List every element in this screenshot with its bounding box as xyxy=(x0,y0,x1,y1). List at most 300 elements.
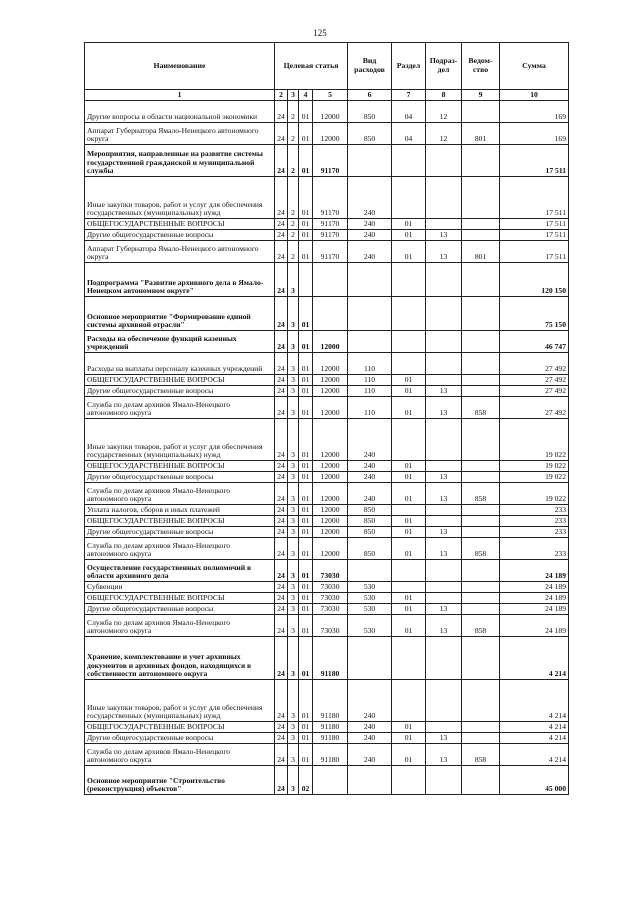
cell-amount: 45 000 xyxy=(500,766,569,795)
cell-main-event: 01 xyxy=(299,331,313,353)
cell-kind-of-expenses: 240 xyxy=(348,744,392,766)
cell-subprogram: 3 xyxy=(288,472,299,483)
cell-subprogram: 3 xyxy=(288,744,299,766)
cell-name: Служба по делам архивов Ямало-Ненецкого автономного округа xyxy=(85,744,275,766)
cell-department: 858 xyxy=(462,615,500,637)
cell-subsection: 13 xyxy=(426,538,462,560)
cell-subsection: 13 xyxy=(426,386,462,397)
cell-program: 24 xyxy=(275,101,288,123)
cell-program: 24 xyxy=(275,461,288,472)
cell-department xyxy=(462,297,500,331)
cell-amount: 27 492 xyxy=(500,353,569,375)
cell-section: 01 xyxy=(392,375,426,386)
cell-kind-of-expenses: 240 xyxy=(348,733,392,744)
cell-main-event: 02 xyxy=(299,766,313,795)
cell-section: 01 xyxy=(392,219,426,230)
cell-section: 01 xyxy=(392,722,426,733)
cell-kind-of-expenses: 240 xyxy=(348,177,392,219)
table-row xyxy=(85,230,569,241)
cell-subprogram: 2 xyxy=(288,230,299,241)
cell-direction: 12000 xyxy=(313,101,348,123)
cell-kind-of-expenses: 530 xyxy=(348,615,392,637)
cell-subsection xyxy=(426,516,462,527)
cell-direction: 91180 xyxy=(313,680,348,722)
cell-section xyxy=(392,263,426,297)
cell-name: Хранение, комплектование и учет архивных документов и архивных фондов, находящихся в собственности автономного округа xyxy=(85,637,275,680)
table-row xyxy=(85,733,569,744)
cell-kind-of-expenses: 850 xyxy=(348,101,392,123)
table-row xyxy=(85,219,569,230)
cell-direction: 12000 xyxy=(313,516,348,527)
cell-kind-of-expenses xyxy=(348,560,392,582)
cell-main-event: 01 xyxy=(299,219,313,230)
column-number: 9 xyxy=(462,90,500,101)
cell-program: 24 xyxy=(275,483,288,505)
cell-subprogram: 3 xyxy=(288,593,299,604)
cell-subprogram: 3 xyxy=(288,297,299,331)
cell-main-event: 01 xyxy=(299,680,313,722)
cell-program: 24 xyxy=(275,219,288,230)
cell-program: 24 xyxy=(275,637,288,680)
cell-amount: 27 492 xyxy=(500,386,569,397)
cell-section: 01 xyxy=(392,538,426,560)
cell-kind-of-expenses: 530 xyxy=(348,593,392,604)
cell-main-event: 01 xyxy=(299,297,313,331)
cell-department xyxy=(462,472,500,483)
cell-main-event: 01 xyxy=(299,593,313,604)
cell-amount: 4 214 xyxy=(500,733,569,744)
cell-department: 858 xyxy=(462,397,500,419)
table-row xyxy=(85,483,569,505)
cell-name: ОБЩЕГОСУДАРСТВЕННЫЕ ВОПРОСЫ xyxy=(85,219,275,230)
table-row xyxy=(85,353,569,375)
cell-section: 01 xyxy=(392,386,426,397)
cell-direction: 91170 xyxy=(313,177,348,219)
cell-main-event: 01 xyxy=(299,101,313,123)
cell-subsection xyxy=(426,419,462,461)
cell-name: Уплата налогов, сборов и иных платежей xyxy=(85,505,275,516)
table-row xyxy=(85,680,569,722)
header-subsection: Подраз-дел xyxy=(426,43,462,90)
cell-name: Служба по делам архивов Ямало-Ненецкого автономного округа xyxy=(85,397,275,419)
table-row xyxy=(85,461,569,472)
cell-subprogram: 3 xyxy=(288,527,299,538)
cell-subprogram: 3 xyxy=(288,615,299,637)
cell-department xyxy=(462,353,500,375)
table-row xyxy=(85,582,569,593)
cell-name: Другие общегосударственные вопросы xyxy=(85,733,275,744)
cell-department xyxy=(462,505,500,516)
cell-subsection: 13 xyxy=(426,733,462,744)
cell-department xyxy=(462,722,500,733)
cell-subsection xyxy=(426,331,462,353)
cell-name: Другие общегосударственные вопросы xyxy=(85,230,275,241)
cell-subsection xyxy=(426,461,462,472)
table-row xyxy=(85,527,569,538)
column-number: 10 xyxy=(500,90,569,101)
cell-name: Подпрограмма "Развитие архивного дела в Ямало-Ненецком автономном округе" xyxy=(85,263,275,297)
cell-section: 01 xyxy=(392,593,426,604)
cell-main-event: 01 xyxy=(299,241,313,263)
header-section: Раздел xyxy=(392,43,426,90)
cell-section: 04 xyxy=(392,123,426,145)
cell-department xyxy=(462,560,500,582)
cell-main-event: 01 xyxy=(299,527,313,538)
column-number: 6 xyxy=(348,90,392,101)
table-row xyxy=(85,177,569,219)
cell-section xyxy=(392,766,426,795)
cell-subprogram: 2 xyxy=(288,219,299,230)
cell-kind-of-expenses xyxy=(348,331,392,353)
cell-amount: 4 214 xyxy=(500,680,569,722)
cell-main-event xyxy=(299,263,313,297)
cell-subsection: 13 xyxy=(426,472,462,483)
table-header-row xyxy=(85,43,569,90)
cell-subprogram: 2 xyxy=(288,177,299,219)
cell-subprogram: 3 xyxy=(288,722,299,733)
cell-program: 24 xyxy=(275,527,288,538)
cell-amount: 24 189 xyxy=(500,560,569,582)
cell-program: 24 xyxy=(275,419,288,461)
cell-name: ОБЩЕГОСУДАРСТВЕННЫЕ ВОПРОСЫ xyxy=(85,516,275,527)
cell-main-event: 01 xyxy=(299,538,313,560)
cell-amount: 46 747 xyxy=(500,331,569,353)
cell-kind-of-expenses: 850 xyxy=(348,538,392,560)
table-row xyxy=(85,615,569,637)
cell-department xyxy=(462,219,500,230)
cell-subsection: 13 xyxy=(426,604,462,615)
cell-section: 01 xyxy=(392,744,426,766)
cell-direction: 91180 xyxy=(313,722,348,733)
column-number: 8 xyxy=(426,90,462,101)
cell-direction xyxy=(313,297,348,331)
cell-direction: 91170 xyxy=(313,219,348,230)
cell-section: 01 xyxy=(392,397,426,419)
cell-subsection xyxy=(426,263,462,297)
table-row xyxy=(85,560,569,582)
cell-amount: 19 022 xyxy=(500,472,569,483)
cell-name: Основное мероприятие "Строительство (реконструкция) объектов" xyxy=(85,766,275,795)
cell-direction: 91170 xyxy=(313,145,348,177)
table-row xyxy=(85,241,569,263)
cell-name: Служба по делам архивов Ямало-Ненецкого автономного округа xyxy=(85,615,275,637)
column-number: 3 xyxy=(288,90,299,101)
cell-amount: 19 022 xyxy=(500,461,569,472)
cell-direction xyxy=(313,766,348,795)
cell-department xyxy=(462,516,500,527)
cell-department xyxy=(462,331,500,353)
budget-table xyxy=(84,42,569,795)
cell-department xyxy=(462,680,500,722)
cell-direction: 12000 xyxy=(313,397,348,419)
column-number: 5 xyxy=(313,90,348,101)
table-row xyxy=(85,386,569,397)
cell-department xyxy=(462,419,500,461)
cell-section xyxy=(392,177,426,219)
cell-subsection xyxy=(426,177,462,219)
cell-kind-of-expenses: 240 xyxy=(348,483,392,505)
cell-program: 24 xyxy=(275,733,288,744)
cell-department xyxy=(462,177,500,219)
cell-main-event: 01 xyxy=(299,461,313,472)
table-row xyxy=(85,744,569,766)
table-row xyxy=(85,397,569,419)
table-row xyxy=(85,419,569,461)
cell-program: 24 xyxy=(275,680,288,722)
cell-direction: 73030 xyxy=(313,582,348,593)
cell-section: 01 xyxy=(392,733,426,744)
cell-department xyxy=(462,593,500,604)
cell-department xyxy=(462,637,500,680)
cell-kind-of-expenses: 850 xyxy=(348,505,392,516)
table-row xyxy=(85,263,569,297)
cell-program: 24 xyxy=(275,230,288,241)
cell-direction: 12000 xyxy=(313,527,348,538)
cell-main-event: 01 xyxy=(299,733,313,744)
cell-kind-of-expenses: 240 xyxy=(348,230,392,241)
column-number: 7 xyxy=(392,90,426,101)
cell-amount: 75 150 xyxy=(500,297,569,331)
cell-subprogram: 3 xyxy=(288,461,299,472)
cell-subprogram: 3 xyxy=(288,419,299,461)
cell-main-event: 01 xyxy=(299,615,313,637)
cell-amount: 4 214 xyxy=(500,744,569,766)
cell-subprogram: 2 xyxy=(288,123,299,145)
cell-subprogram: 3 xyxy=(288,263,299,297)
cell-name: Аппарат Губернатора Ямало-Ненецкого автономного округа xyxy=(85,241,275,263)
cell-direction: 73030 xyxy=(313,560,348,582)
cell-kind-of-expenses: 240 xyxy=(348,680,392,722)
cell-name: Служба по делам архивов Ямало-Ненецкого автономного округа xyxy=(85,538,275,560)
cell-section: 01 xyxy=(392,230,426,241)
cell-name: Другие общегосударственные вопросы xyxy=(85,527,275,538)
cell-program: 24 xyxy=(275,177,288,219)
cell-name: Другие общегосударственные вопросы xyxy=(85,472,275,483)
cell-subsection xyxy=(426,766,462,795)
cell-subprogram: 3 xyxy=(288,637,299,680)
cell-kind-of-expenses: 110 xyxy=(348,353,392,375)
cell-main-event: 01 xyxy=(299,145,313,177)
table-row xyxy=(85,505,569,516)
cell-main-event: 01 xyxy=(299,637,313,680)
table-row xyxy=(85,637,569,680)
cell-name: Иные закупки товаров, работ и услуг для обеспечения государственных (муниципальных) нужд xyxy=(85,177,275,219)
cell-program: 24 xyxy=(275,615,288,637)
table-row xyxy=(85,297,569,331)
cell-kind-of-expenses xyxy=(348,297,392,331)
cell-section: 01 xyxy=(392,615,426,637)
header-department: Ведом-ство xyxy=(462,43,500,90)
cell-name: Служба по делам архивов Ямало-Ненецкого автономного округа xyxy=(85,483,275,505)
table-row xyxy=(85,472,569,483)
cell-subprogram: 3 xyxy=(288,560,299,582)
cell-section xyxy=(392,419,426,461)
cell-direction: 12000 xyxy=(313,123,348,145)
cell-direction: 12000 xyxy=(313,472,348,483)
cell-direction: 12000 xyxy=(313,386,348,397)
cell-section xyxy=(392,680,426,722)
cell-kind-of-expenses xyxy=(348,145,392,177)
page-number: 125 xyxy=(313,28,327,38)
cell-section: 01 xyxy=(392,604,426,615)
cell-subsection: 13 xyxy=(426,230,462,241)
cell-direction: 12000 xyxy=(313,353,348,375)
cell-name: Иные закупки товаров, работ и услуг для обеспечения государственных (муниципальных) нужд xyxy=(85,680,275,722)
cell-department: 801 xyxy=(462,241,500,263)
cell-kind-of-expenses: 240 xyxy=(348,722,392,733)
column-number: 2 xyxy=(275,90,288,101)
cell-name: Иные закупки товаров, работ и услуг для обеспечения государственных (муниципальных) нужд xyxy=(85,419,275,461)
cell-name: Другие вопросы в области национальной экономики xyxy=(85,101,275,123)
cell-subsection xyxy=(426,375,462,386)
cell-program: 24 xyxy=(275,241,288,263)
cell-section: 01 xyxy=(392,483,426,505)
cell-amount: 27 492 xyxy=(500,397,569,419)
header-kind-of-expenses: Вид расходов xyxy=(348,43,392,90)
cell-amount: 24 189 xyxy=(500,582,569,593)
table-row xyxy=(85,101,569,123)
cell-direction: 73030 xyxy=(313,604,348,615)
cell-program: 24 xyxy=(275,386,288,397)
column-number-row xyxy=(85,90,569,101)
cell-program: 24 xyxy=(275,722,288,733)
header-name: Наименование xyxy=(85,43,275,90)
cell-amount: 19 022 xyxy=(500,483,569,505)
cell-kind-of-expenses: 240 xyxy=(348,419,392,461)
cell-subprogram: 3 xyxy=(288,604,299,615)
cell-name: Мероприятия, направленные на развитие системы государственной гражданской и муниципальной службы xyxy=(85,145,275,177)
cell-program: 24 xyxy=(275,375,288,386)
cell-kind-of-expenses: 530 xyxy=(348,582,392,593)
table-row xyxy=(85,145,569,177)
cell-amount: 4 214 xyxy=(500,722,569,733)
cell-subsection xyxy=(426,219,462,230)
cell-direction: 91180 xyxy=(313,637,348,680)
cell-subprogram: 2 xyxy=(288,241,299,263)
cell-department xyxy=(462,386,500,397)
cell-kind-of-expenses: 240 xyxy=(348,241,392,263)
cell-amount: 120 150 xyxy=(500,263,569,297)
cell-subprogram: 3 xyxy=(288,483,299,505)
cell-program: 24 xyxy=(275,516,288,527)
cell-main-event: 01 xyxy=(299,353,313,375)
cell-direction: 91170 xyxy=(313,241,348,263)
cell-section xyxy=(392,331,426,353)
table-row xyxy=(85,766,569,795)
table-row xyxy=(85,516,569,527)
cell-subsection xyxy=(426,680,462,722)
cell-subsection: 13 xyxy=(426,397,462,419)
cell-main-event: 01 xyxy=(299,230,313,241)
cell-program: 24 xyxy=(275,331,288,353)
cell-kind-of-expenses: 850 xyxy=(348,516,392,527)
cell-department xyxy=(462,230,500,241)
cell-name: Расходы на выплаты персоналу казенных учреждений xyxy=(85,353,275,375)
cell-direction: 12000 xyxy=(313,419,348,461)
cell-subsection xyxy=(426,560,462,582)
cell-department: 801 xyxy=(462,123,500,145)
cell-direction: 91180 xyxy=(313,744,348,766)
cell-department xyxy=(462,766,500,795)
cell-subprogram: 3 xyxy=(288,733,299,744)
cell-program: 24 xyxy=(275,145,288,177)
cell-amount: 17 511 xyxy=(500,241,569,263)
cell-amount: 233 xyxy=(500,516,569,527)
cell-amount: 17 511 xyxy=(500,230,569,241)
cell-name: Аппарат Губернатора Ямало-Ненецкого автономного округа xyxy=(85,123,275,145)
cell-program: 24 xyxy=(275,353,288,375)
cell-kind-of-expenses: 240 xyxy=(348,219,392,230)
cell-direction: 12000 xyxy=(313,483,348,505)
cell-subprogram: 3 xyxy=(288,331,299,353)
cell-main-event: 01 xyxy=(299,505,313,516)
table-row xyxy=(85,375,569,386)
cell-section: 01 xyxy=(392,527,426,538)
cell-name: Осуществление государственных полномочий в области архивного дела xyxy=(85,560,275,582)
cell-subsection xyxy=(426,353,462,375)
cell-amount: 17 511 xyxy=(500,145,569,177)
cell-kind-of-expenses: 110 xyxy=(348,397,392,419)
cell-subsection: 13 xyxy=(426,527,462,538)
cell-subprogram: 2 xyxy=(288,101,299,123)
cell-program: 24 xyxy=(275,397,288,419)
cell-kind-of-expenses: 110 xyxy=(348,386,392,397)
cell-subprogram: 3 xyxy=(288,582,299,593)
cell-amount: 169 xyxy=(500,101,569,123)
cell-program: 24 xyxy=(275,766,288,795)
table-row xyxy=(85,593,569,604)
cell-subprogram: 3 xyxy=(288,766,299,795)
cell-main-event: 01 xyxy=(299,604,313,615)
cell-subsection xyxy=(426,145,462,177)
cell-kind-of-expenses: 110 xyxy=(348,375,392,386)
cell-amount: 27 492 xyxy=(500,375,569,386)
cell-department xyxy=(462,527,500,538)
cell-department: 858 xyxy=(462,744,500,766)
cell-subprogram: 3 xyxy=(288,516,299,527)
cell-section xyxy=(392,637,426,680)
cell-main-event: 01 xyxy=(299,582,313,593)
cell-subsection: 12 xyxy=(426,101,462,123)
cell-kind-of-expenses xyxy=(348,637,392,680)
cell-department xyxy=(462,263,500,297)
cell-main-event: 01 xyxy=(299,560,313,582)
cell-main-event: 01 xyxy=(299,419,313,461)
cell-section: 01 xyxy=(392,461,426,472)
cell-program: 24 xyxy=(275,472,288,483)
cell-subprogram: 3 xyxy=(288,538,299,560)
cell-subsection: 12 xyxy=(426,123,462,145)
cell-main-event: 01 xyxy=(299,722,313,733)
cell-section xyxy=(392,353,426,375)
cell-kind-of-expenses xyxy=(348,263,392,297)
cell-kind-of-expenses: 530 xyxy=(348,604,392,615)
cell-section: 01 xyxy=(392,241,426,263)
cell-direction: 73030 xyxy=(313,593,348,604)
cell-main-event: 01 xyxy=(299,483,313,505)
cell-subprogram: 3 xyxy=(288,375,299,386)
cell-subsection xyxy=(426,582,462,593)
cell-subprogram: 3 xyxy=(288,397,299,419)
cell-subsection xyxy=(426,593,462,604)
cell-direction: 12000 xyxy=(313,331,348,353)
cell-main-event: 01 xyxy=(299,177,313,219)
cell-subprogram: 2 xyxy=(288,145,299,177)
cell-name: ОБЩЕГОСУДАРСТВЕННЫЕ ВОПРОСЫ xyxy=(85,593,275,604)
cell-subsection: 13 xyxy=(426,744,462,766)
cell-program: 24 xyxy=(275,593,288,604)
cell-direction: 91180 xyxy=(313,733,348,744)
